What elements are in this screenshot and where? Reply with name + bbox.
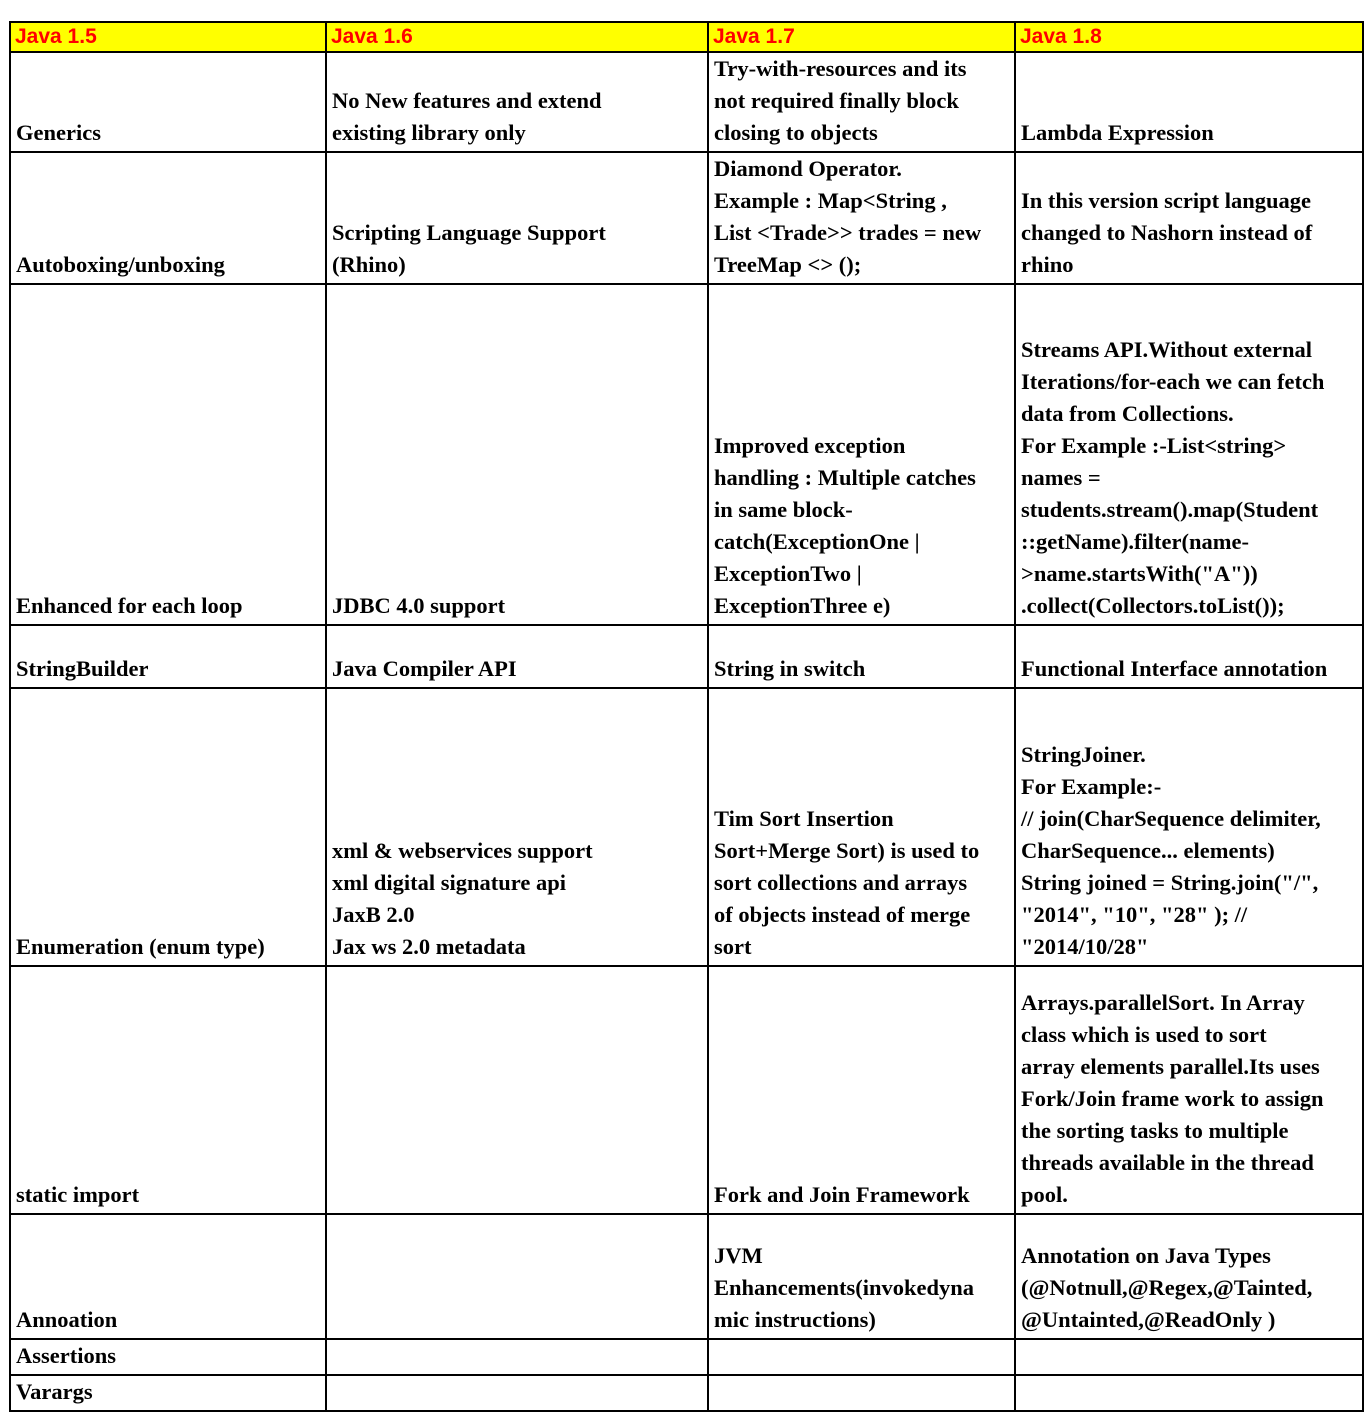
table-row <box>10 284 1363 625</box>
cell-java-1-6: Scripting Language Support (Rhino) <box>326 152 708 284</box>
java-versions-table <box>9 21 1364 1412</box>
cell-java-1-5: Annoation <box>10 1214 326 1339</box>
cell-java-1-8 <box>1015 1339 1363 1375</box>
cell-java-1-6 <box>326 1339 708 1375</box>
cell-java-1-7: JVM Enhancements(invokedyna mic instructions) <box>708 1214 1015 1339</box>
cell-java-1-6: JDBC 4.0 support <box>326 284 708 625</box>
cell-java-1-6: Java Compiler API <box>326 625 708 688</box>
cell-java-1-7: Try-with-resources and its not required finally block closing to objects <box>708 52 1015 152</box>
cell-java-1-6 <box>326 1214 708 1339</box>
table-row <box>10 966 1363 1214</box>
cell-java-1-8 <box>1015 1375 1363 1411</box>
cell-java-1-7 <box>708 1375 1015 1411</box>
cell-java-1-7: Fork and Join Framework <box>708 966 1015 1214</box>
cell-java-1-8: Functional Interface annotation <box>1015 625 1363 688</box>
header-row <box>10 22 1363 52</box>
cell-java-1-6: xml & webservices support xml digital signature api JaxB 2.0 Jax ws 2.0 metadata <box>326 688 708 966</box>
header-java-1-5: Java 1.5 <box>10 22 326 52</box>
cell-java-1-8: Annotation on Java Types (@Notnull,@Regex,@Tainted, @Untainted,@ReadOnly ) <box>1015 1214 1363 1339</box>
cell-java-1-6 <box>326 966 708 1214</box>
table-row <box>10 688 1363 966</box>
table-row <box>10 625 1363 688</box>
cell-java-1-8: In this version script language changed to Nashorn instead of rhino <box>1015 152 1363 284</box>
cell-java-1-6: No New features and extend existing library only <box>326 52 708 152</box>
cell-java-1-7: Diamond Operator. Example : Map<String , List <Trade>> trades = new TreeMap <> (); <box>708 152 1015 284</box>
cell-java-1-5: Autoboxing/unboxing <box>10 152 326 284</box>
cell-java-1-8: Arrays.parallelSort. In Array class which is used to sort array elements parallel.Its uses Fork/Join frame work to assign the sorting tasks to multiple threads available in the thread pool. <box>1015 966 1363 1214</box>
cell-java-1-5: StringBuilder <box>10 625 326 688</box>
table-row <box>10 1375 1363 1411</box>
table-row <box>10 1214 1363 1339</box>
cell-java-1-7: String in switch <box>708 625 1015 688</box>
cell-java-1-8: Streams API.Without external Iterations/for-each we can fetch data from Collections. For Example :-List<string> names = students.stream().map(Student ::getName).filter(name- >name.startsWith("A")) .collect(Collectors.toList()); <box>1015 284 1363 625</box>
cell-java-1-5: Enumeration (enum type) <box>10 688 326 966</box>
header-java-1-8: Java 1.8 <box>1015 22 1363 52</box>
table-row <box>10 52 1363 152</box>
table-row <box>10 1339 1363 1375</box>
cell-java-1-5: static import <box>10 966 326 1214</box>
cell-java-1-5: Enhanced for each loop <box>10 284 326 625</box>
cell-java-1-5: Varargs <box>10 1375 326 1411</box>
table-row <box>10 152 1363 284</box>
cell-java-1-8: Lambda Expression <box>1015 52 1363 152</box>
cell-java-1-8: StringJoiner. For Example:- // join(CharSequence delimiter, CharSequence... elements) String joined = String.join("/", "2014", "10", "28" ); // "2014/10/28" <box>1015 688 1363 966</box>
cell-java-1-5: Generics <box>10 52 326 152</box>
cell-java-1-7: Improved exception handling : Multiple catches in same block- catch(ExceptionOne | ExceptionTwo | ExceptionThree e) <box>708 284 1015 625</box>
cell-java-1-5: Assertions <box>10 1339 326 1375</box>
header-java-1-7: Java 1.7 <box>708 22 1015 52</box>
cell-java-1-6 <box>326 1375 708 1411</box>
header-java-1-6: Java 1.6 <box>326 22 708 52</box>
cell-java-1-7: Tim Sort Insertion Sort+Merge Sort) is used to sort collections and arrays of objects instead of merge sort <box>708 688 1015 966</box>
cell-java-1-7 <box>708 1339 1015 1375</box>
